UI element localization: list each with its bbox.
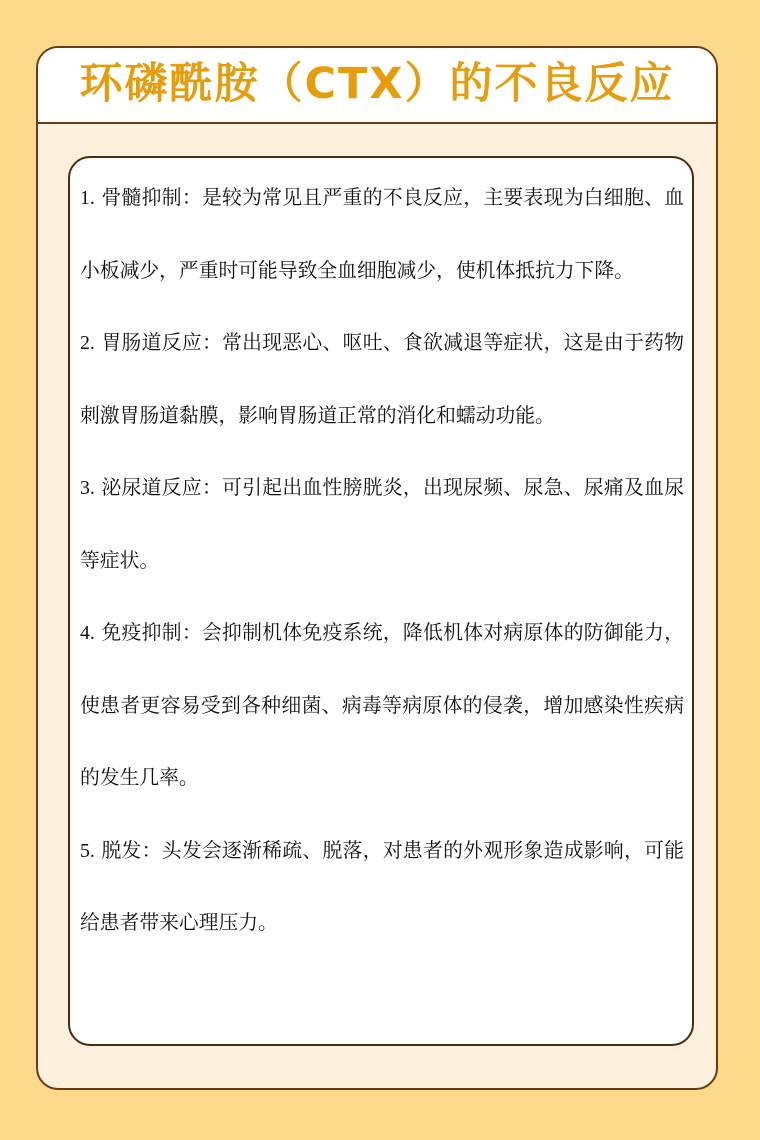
- list-item: [80, 162, 684, 307]
- list-item: [80, 815, 684, 960]
- item-number: 2.: [80, 332, 95, 354]
- item-text: 脱发：头发会逐渐稀疏、脱落，对患者的外观形象造成影响，可能给患者带来心理压力。: [80, 838, 684, 934]
- list-item: [80, 307, 684, 452]
- item-number: 5.: [80, 839, 95, 862]
- item-number: 4.: [80, 622, 95, 644]
- item-text: 泌尿道反应：可引起出血性膀胱炎，出现尿频、尿急、尿痛及血尿等症状。: [80, 476, 684, 572]
- item-number: 3.: [80, 477, 95, 499]
- title-bar: [38, 48, 716, 124]
- item-number: 1.: [80, 187, 95, 209]
- page-title: 环磷酰胺（CTX）的不良反应: [79, 59, 675, 109]
- adverse-reaction-list: [80, 162, 684, 960]
- item-text: 免疫抑制：会抑制机体免疫系统，降低机体对病原体的防御能力，使患者更容易受到各种细菌、病毒等病原体的侵袭，增加感染性疾病的发生几率。: [80, 621, 684, 789]
- content-box: [68, 156, 694, 1046]
- list-item: [80, 597, 684, 815]
- item-text: 胃肠道反应：常出现恶心、呕吐、食欲减退等症状，这是由于药物刺激胃肠道黏膜，影响胃肠道正常的消化和蠕动功能。: [80, 331, 684, 427]
- list-item: [80, 452, 684, 597]
- item-text: 骨髓抑制：是较为常见且严重的不良反应，主要表现为白细胞、血小板减少，严重时可能导致全血细胞减少，使机体抵抗力下降。: [80, 186, 684, 282]
